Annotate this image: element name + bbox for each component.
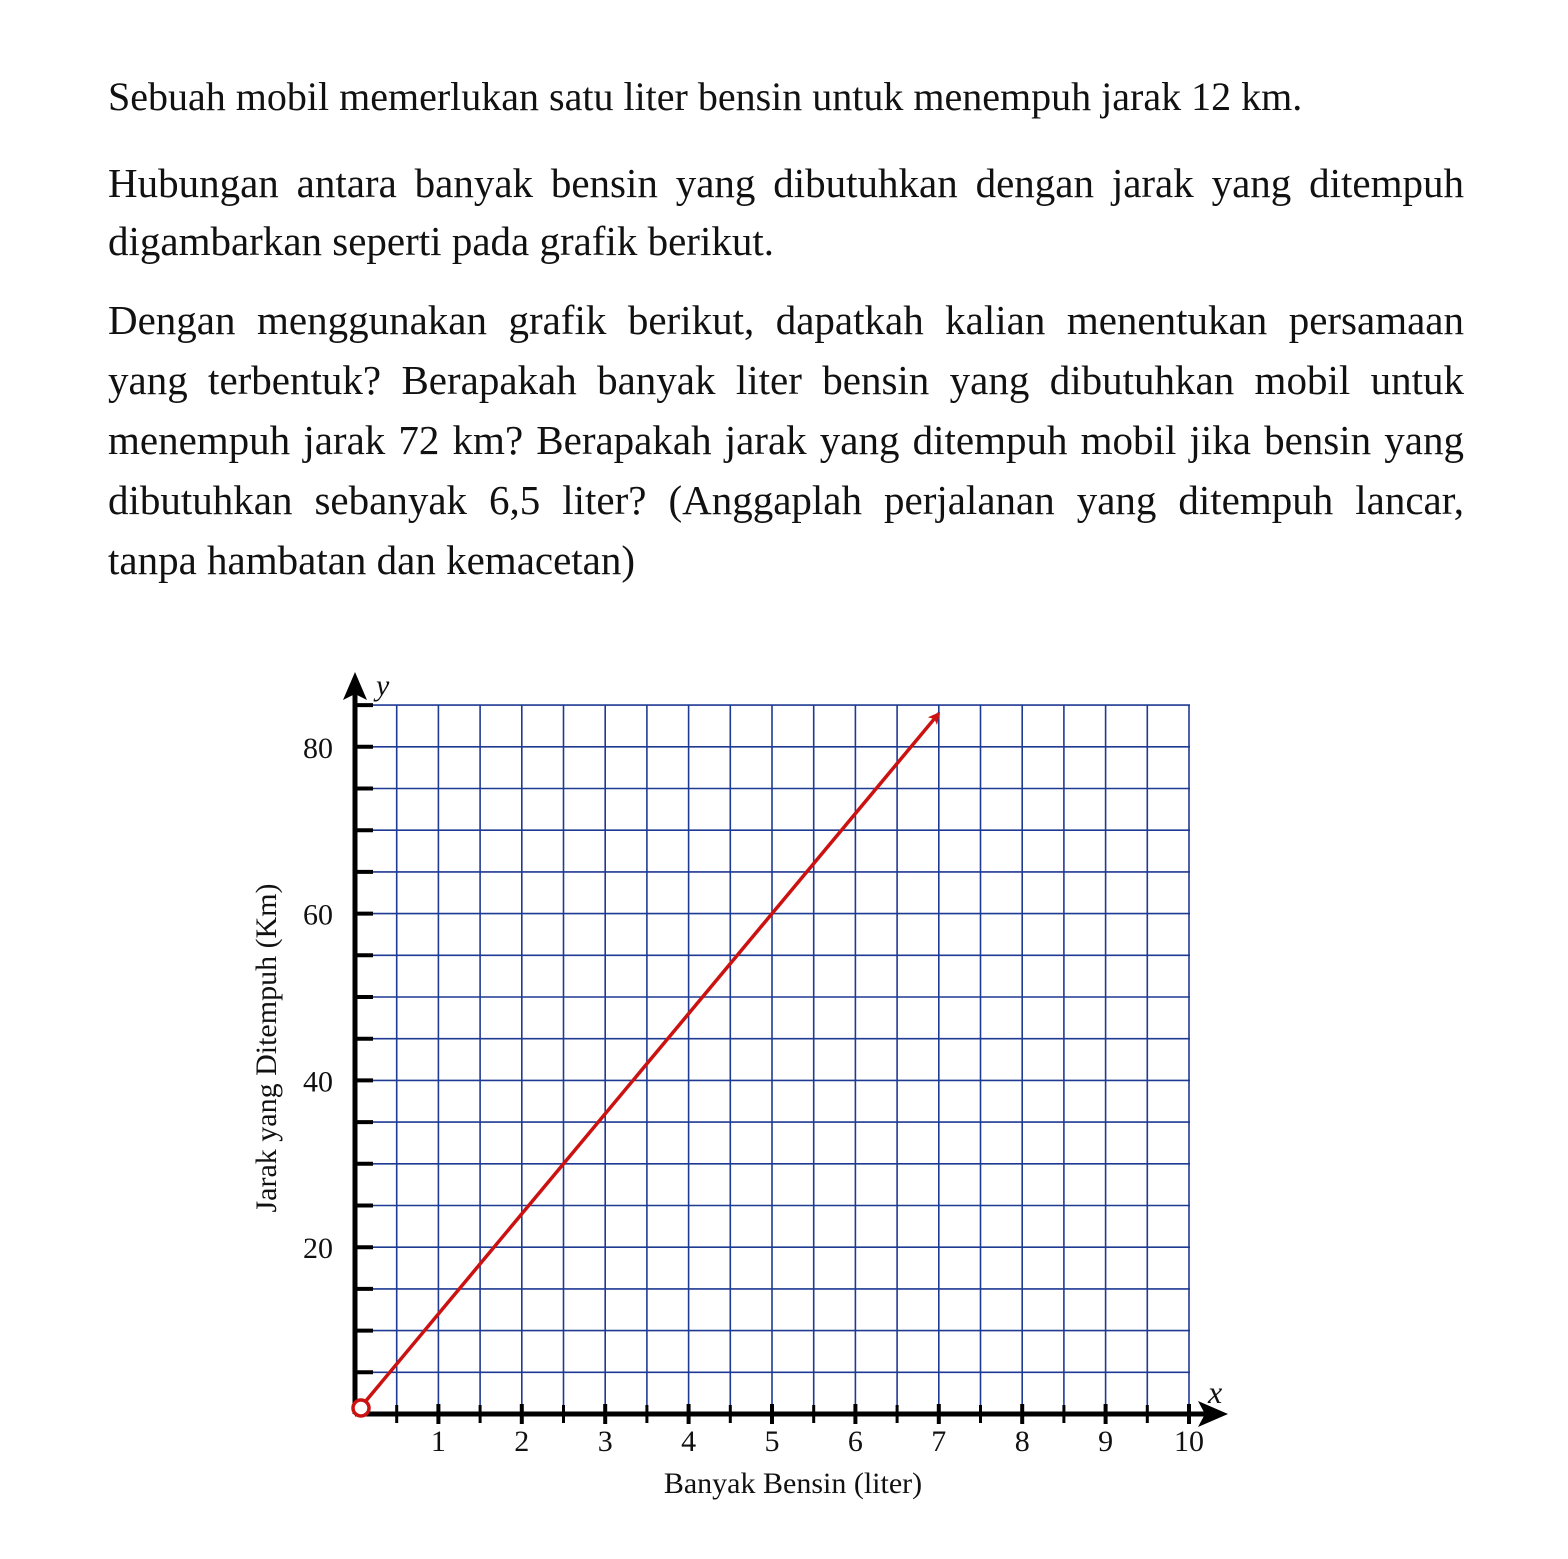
x-tick-label: 5	[764, 1425, 780, 1458]
x-tick-label: 6	[847, 1425, 863, 1458]
x-tick-label: 3	[597, 1425, 613, 1458]
x-tick-label: 7	[931, 1425, 947, 1458]
x-tick-label: 4	[681, 1425, 697, 1458]
x-tick-label: 2	[514, 1425, 530, 1458]
problem-sentence-2: Hubungan antara banyak bensin yang dibutuhkan dengan jarak yang ditempuh digambarkan seperti pada grafik berikut.	[108, 160, 1464, 264]
x-tick-label: 10	[1174, 1425, 1204, 1458]
origin-point	[353, 1400, 369, 1416]
problem-sentence-1: Sebuah mobil memerlukan satu liter bensin untuk menempuh jarak 12 km.	[108, 74, 1303, 119]
y-tick-label: 80	[303, 731, 333, 765]
data-line	[353, 713, 939, 1416]
x-axis-title: Banyak Bensin (liter)	[663, 1467, 923, 1500]
x-tick-label: 9	[1098, 1425, 1114, 1458]
y-axis-title: Jarak yang Ditempuh (Km)	[250, 883, 283, 1213]
y-tick-label: 40	[303, 1065, 333, 1099]
y-tick-label: 60	[303, 898, 333, 932]
problem-question: Dengan menggunakan grafik berikut, dapatkah kalian menentukan persamaan yang terbentuk? Berapakah banyak liter bensin yang dibutuhkan mobil untuk menempuh jarak 72 km? Berapakah jarak yang ditempuh mobil jika bensin yang dibutuhkan sebanyak 6,5 liter? (Anggaplah perjalanan yang ditempuh lancar, tanpa hambatan dan kemacetan)	[108, 297, 1464, 583]
x-axis-name: x	[1208, 1374, 1223, 1410]
x-tick-label: 8	[1014, 1425, 1030, 1458]
y-tick-label: 20	[303, 1232, 333, 1266]
axes	[303, 672, 1228, 1458]
y-axis-name: y	[376, 669, 390, 702]
axis-labels	[250, 669, 1222, 1500]
grid	[355, 705, 1190, 1414]
x-tick-label: 1	[430, 1425, 446, 1458]
